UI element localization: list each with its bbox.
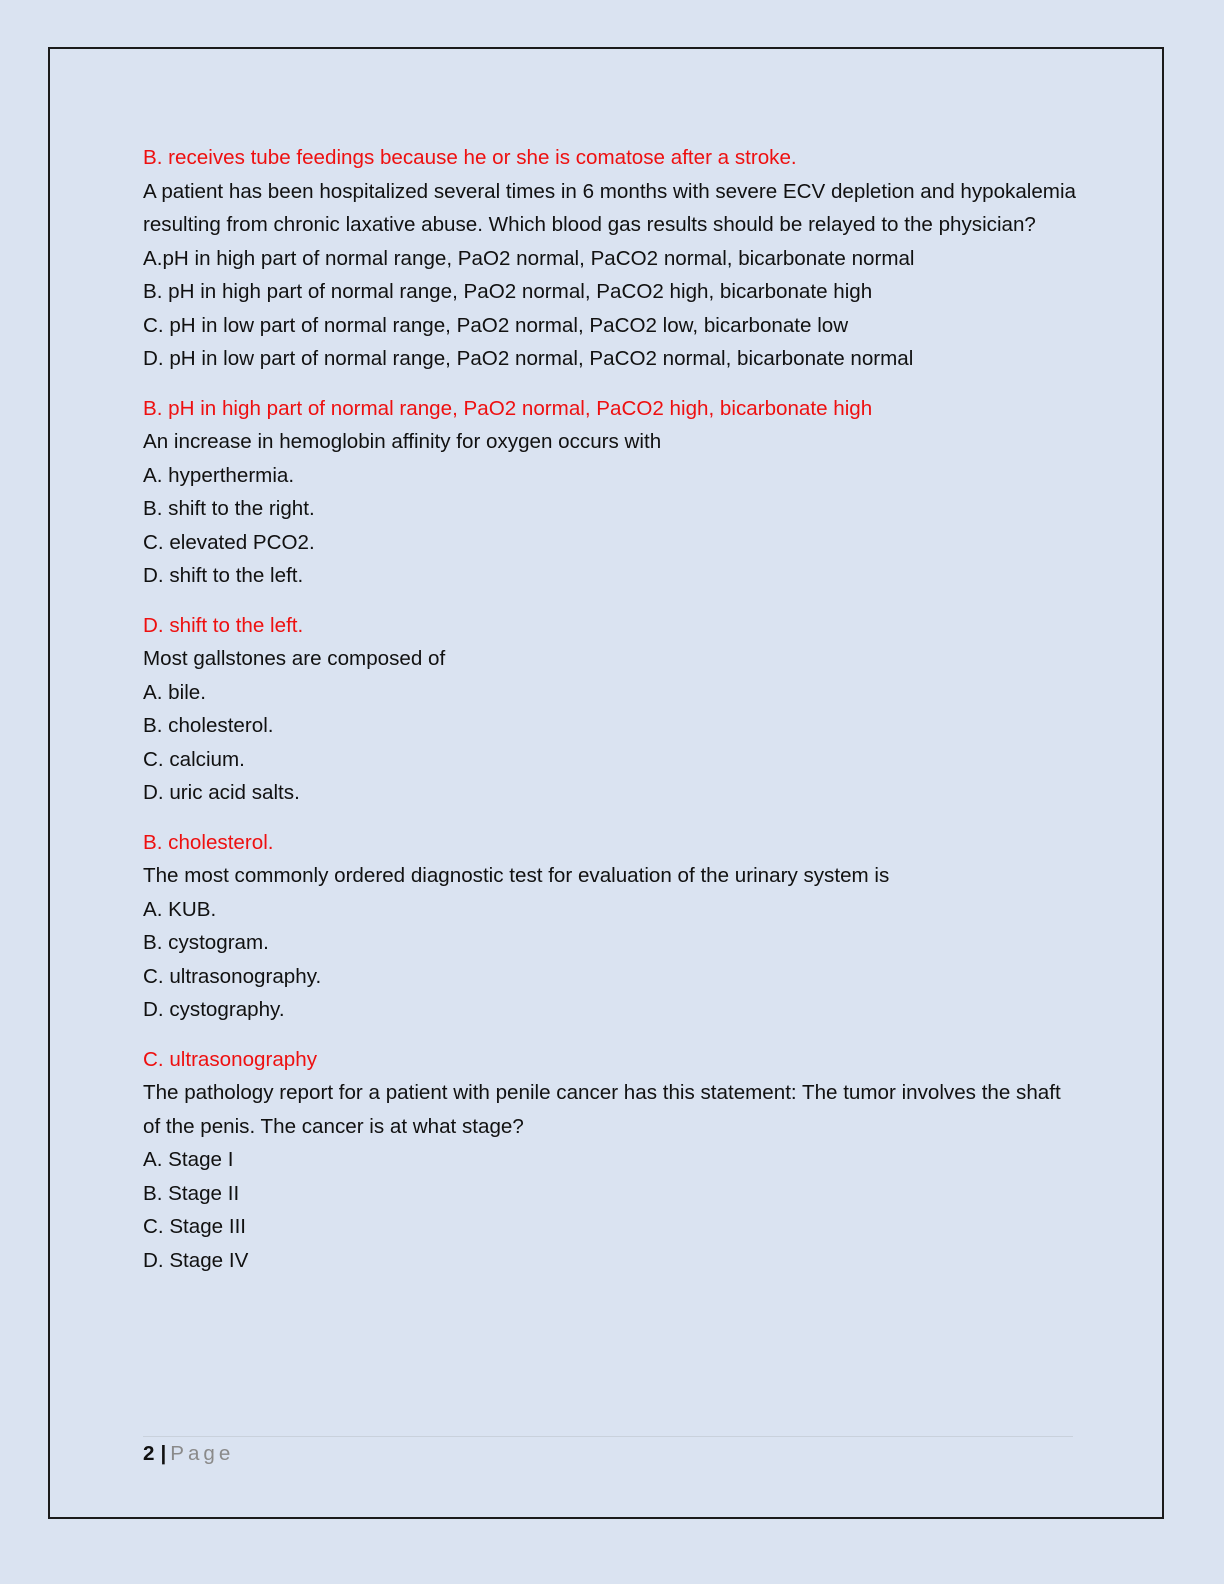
option-d: D. cystography.: [143, 998, 285, 1021]
option-b: B. cholesterol.: [143, 714, 274, 737]
option-a: A. KUB.: [143, 897, 217, 921]
question-4: [143, 859, 1078, 1027]
option-a: A. bile.: [143, 680, 206, 704]
option-d: D. uric acid salts.: [143, 781, 300, 804]
option-b: B. shift to the right.: [143, 497, 315, 520]
question-stem: The pathology report for a patient with penile cancer has this statement: The tumor involves the shaft of the penis. The cancer is at what stage?: [143, 1081, 1061, 1138]
page-number: 2: [143, 1442, 155, 1465]
question-stem: The most commonly ordered diagnostic test for evaluation of the urinary system is: [143, 864, 890, 887]
question-5: [143, 1076, 1078, 1277]
answer-text: D. shift to the left.: [143, 613, 304, 637]
option-a: A.pH in high part of normal range, PaO2 normal, PaCO2 normal, bicarbonate normal: [143, 246, 915, 270]
document-body: [143, 141, 1078, 1277]
option-c: C. elevated PCO2.: [143, 530, 315, 554]
answer-text: B. cholesterol.: [143, 830, 274, 854]
question-2: [143, 425, 1078, 593]
answer-text: C. ultrasonography: [143, 1047, 318, 1071]
page-footer: [143, 1440, 234, 1468]
option-d: D. pH in low part of normal range, PaO2 normal, PaCO2 normal, bicarbonate normal: [143, 347, 914, 370]
answer-text: B. receives tube feedings because he or she is comatose after a stroke.: [143, 146, 797, 169]
option-a: A. Stage I: [143, 1148, 234, 1171]
option-c: C. calcium.: [143, 747, 245, 771]
option-c: C. Stage III: [143, 1215, 247, 1238]
option-d: D. shift to the left.: [143, 564, 304, 587]
question-stem: Most gallstones are composed of: [143, 647, 446, 670]
footer-separator: |: [160, 1442, 167, 1465]
option-a: A. hyperthermia.: [143, 463, 295, 487]
question-1: [143, 175, 1078, 376]
option-b: B. pH in high part of normal range, PaO2 normal, PaCO2 high, bicarbonate high: [143, 280, 873, 303]
option-c: C. ultrasonography.: [143, 964, 322, 988]
footer-divider: [143, 1436, 1073, 1437]
answer-text: B. pH in high part of normal range, PaO2 normal, PaCO2 high, bicarbonate high: [143, 396, 873, 420]
option-d: D. Stage IV: [143, 1248, 249, 1272]
page-label: Page: [170, 1442, 235, 1465]
option-b: B. cystogram.: [143, 931, 269, 954]
option-b: B. Stage II: [143, 1181, 240, 1205]
question-3: [143, 642, 1078, 810]
question-stem: An increase in hemoglobin affinity for oxygen occurs with: [143, 430, 662, 453]
question-stem: A patient has been hospitalized several times in 6 months with severe ECV depletion and hypokalemia resulting from chronic laxative abuse. Which blood gas results should be relayed to the physician?: [143, 179, 1076, 236]
option-c: C. pH in low part of normal range, PaO2 normal, PaCO2 low, bicarbonate low: [143, 313, 849, 337]
